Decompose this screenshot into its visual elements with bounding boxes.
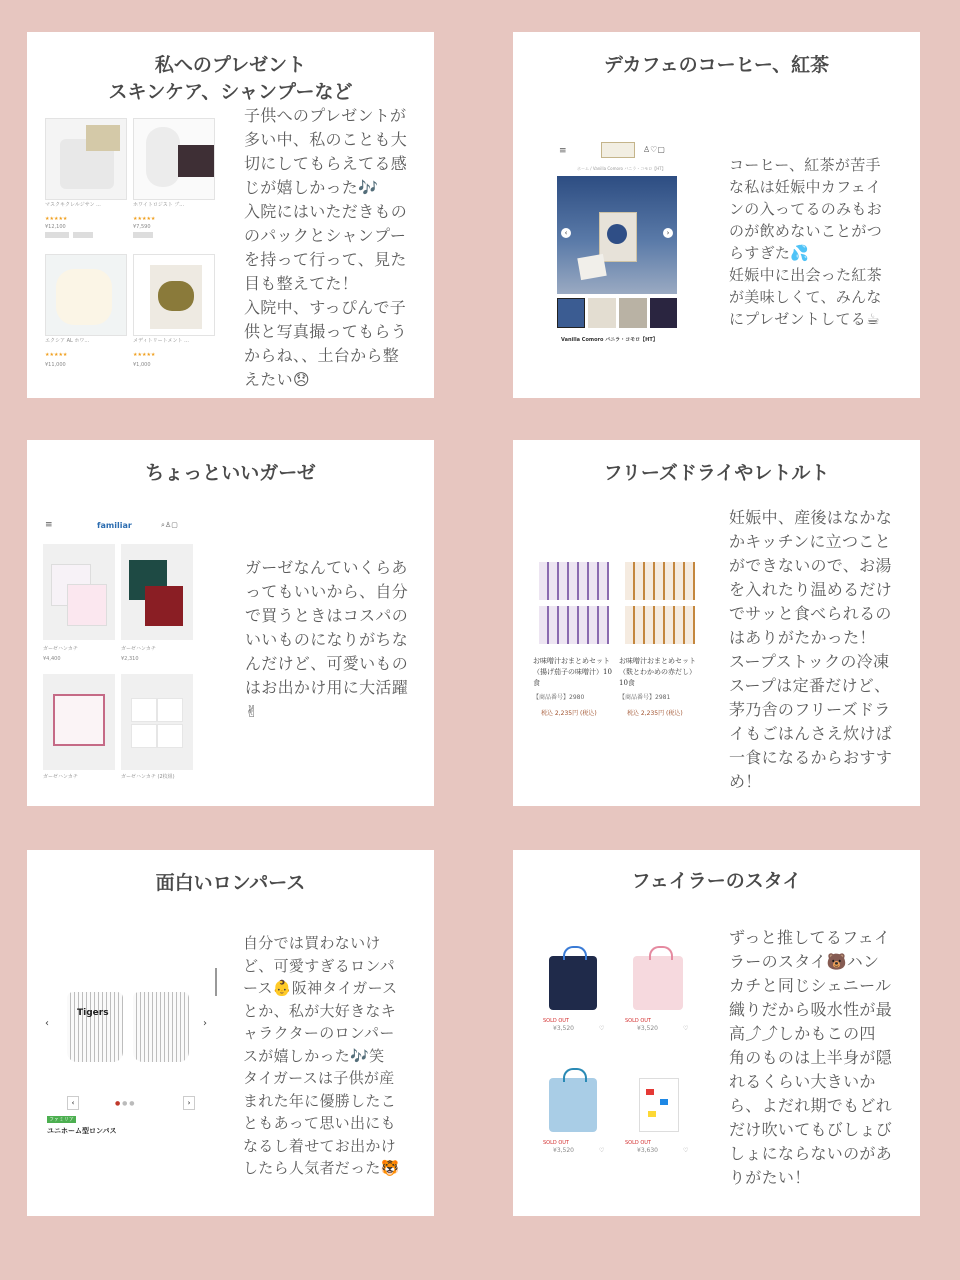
- product-rating: ★★★★★: [133, 216, 156, 222]
- product-caption: Vanilla Comoro バニラ・コモロ【HT】: [561, 337, 658, 343]
- product-screenshot: [43, 518, 195, 786]
- favorite-icon[interactable]: ♡: [683, 1147, 689, 1154]
- scroll-indicator: [215, 968, 217, 996]
- card-rompers: [27, 850, 434, 1216]
- favorite-icon[interactable]: ♡: [599, 1025, 605, 1032]
- bib-ribbon-icon: [649, 946, 673, 960]
- product-code: 【商品番号】2980: [533, 694, 585, 701]
- product-image[interactable]: [621, 560, 699, 648]
- soldout-tag: SOLD OUT: [625, 1018, 651, 1024]
- product-image[interactable]: [549, 1078, 597, 1132]
- card-body-text: 自分では買わないけ ど、可愛すぎるロンパ ース👶阪神タイガース とか、私が大好きなキ ャラクターのロンパー スが嬉しかった🎶笑 タイガースは子供が産 まれた年に優勝したこ ともあって思い出にも なるし着せてお出かけ したら人気者だった🐯: [243, 934, 400, 1177]
- breadcrumb: ホーム / Vanilla Comoro バニラ・コモロ【HT】: [577, 166, 666, 171]
- product-price: ¥4,400: [43, 656, 61, 662]
- product-price: ¥1,000: [133, 362, 151, 368]
- product-screenshot: [557, 142, 677, 356]
- product-price: 税込 2,235円 (税込): [627, 710, 683, 717]
- card-body-text: コーヒー、紅茶が苦手 な私は妊娠中カフェイ ンの入ってるのみもお のが飲めないことがつ らすぎた💦 妊娠中に出会った紅茶 が美味しくて、みんな にプレゼントしてる☕: [729, 156, 883, 328]
- prev-arrow-icon[interactable]: ‹: [45, 1018, 49, 1029]
- product-image[interactable]: [639, 1078, 679, 1132]
- product-name[interactable]: マスクキクレルジサン ...: [45, 202, 101, 208]
- product-image[interactable]: [535, 560, 613, 648]
- prev-button[interactable]: ‹: [67, 1096, 79, 1110]
- product-image[interactable]: [549, 956, 597, 1010]
- product-image[interactable]: [133, 118, 215, 200]
- product-price: 税込 2,235円 (税込): [541, 710, 597, 717]
- product-name[interactable]: ガーゼハンカチ: [121, 646, 156, 652]
- product-grid: [45, 118, 235, 378]
- product-price: ¥7,590: [133, 224, 151, 230]
- product-image[interactable]: [133, 254, 215, 336]
- favorite-icon[interactable]: ♡: [683, 1025, 689, 1032]
- product-price: ¥11,000: [45, 362, 66, 368]
- product-name[interactable]: ユニホーム型ロンパス: [47, 1127, 117, 1135]
- product-image[interactable]: [43, 674, 115, 770]
- product-name[interactable]: お味噌汁おまとめセット（麩とわかめの赤だし）10食: [619, 657, 696, 687]
- product-screenshot: [529, 552, 705, 728]
- product-price: ¥2,310: [121, 656, 139, 662]
- product-tag: ファミリア: [49, 1117, 74, 1123]
- product-price: ¥3,520: [637, 1025, 658, 1032]
- card-gauze: [27, 440, 434, 806]
- product-code: 【商品番号】2981: [619, 694, 671, 701]
- product-image[interactable]: [121, 544, 193, 640]
- product-image[interactable]: [45, 254, 127, 336]
- product-image[interactable]: [633, 956, 683, 1010]
- card-title-line2: スキンケア、シャンプーなど: [108, 81, 353, 103]
- soldout-tag: SOLD OUT: [543, 1018, 569, 1024]
- product-name[interactable]: ホワイトロジスト ブ...: [133, 202, 185, 208]
- card-body-text: ガーゼなんていくらあ ってもいいから、自分 で買うときはコスパの いいものになりがちな んだけど、可愛いもの はお出かけ用に大活躍 ✌: [245, 558, 409, 721]
- product-image[interactable]: [557, 176, 677, 294]
- product-rating: ★★★★★: [45, 352, 68, 358]
- card-title: フリーズドライやレトルト: [603, 462, 830, 484]
- product-name[interactable]: エクシア AL ホワ...: [45, 338, 90, 344]
- account-icon[interactable]: ♙♡▢: [643, 145, 665, 154]
- soldout-tag: SOLD OUT: [543, 1140, 569, 1146]
- next-arrow-icon[interactable]: ›: [203, 1018, 207, 1029]
- product-price: ¥3,520: [553, 1147, 574, 1154]
- card-title-line1: 私へのプレゼント: [154, 54, 307, 76]
- card-title: ちょっといいガーゼ: [145, 462, 316, 484]
- prev-arrow-icon[interactable]: ‹: [561, 228, 571, 238]
- product-name[interactable]: ガーゼハンカチ: [43, 646, 78, 652]
- product-rating: ★★★★★: [45, 216, 68, 222]
- product-price: ¥3,630: [637, 1147, 658, 1154]
- bib-ribbon-icon: [563, 946, 587, 960]
- product-image[interactable]: [43, 544, 115, 640]
- product-name[interactable]: ガーゼハンカチ: [43, 774, 78, 780]
- card-title: デカフェのコーヒー、紅茶: [603, 54, 830, 76]
- bib-ribbon-icon: [563, 1068, 587, 1082]
- card-decaf: [513, 32, 920, 398]
- product-screenshot: [43, 962, 215, 1142]
- product-image[interactable]: [121, 674, 193, 770]
- card-body-text: 妊娠中、産後はなかな かキッチンに立つこと ができないので、お湯 を入れたり温めるだけ でサッと食べられるの はありがたかった！ スープストックの冷凍 スープは定番だけど、 茅乃舎のフリーズドラ イもごはんさえ炊けば 一食になるからおすす め！: [729, 508, 893, 791]
- product-name[interactable]: ガーゼハンカチ (2枚組): [121, 774, 175, 780]
- carousel-dots[interactable]: ● ● ●: [115, 1100, 135, 1107]
- menu-icon[interactable]: ≡: [559, 146, 567, 156]
- product-image[interactable]: [45, 118, 127, 200]
- menu-icon[interactable]: ≡: [45, 520, 53, 530]
- next-button[interactable]: ›: [183, 1096, 195, 1110]
- card-bibs: [513, 850, 920, 1216]
- favorite-icon[interactable]: ♡: [599, 1147, 605, 1154]
- product-price: ¥12,100: [45, 224, 66, 230]
- card-skincare: [27, 32, 434, 398]
- card-body-text: 子供へのプレゼントが 多い中、私のことも大 切にしてもらえてる感 じが嬉しかった🎶 入院にはいただきもの のパックとシャンプー を持って行って、見た 目も整えてた！ 入院中、すっぴんで子 供と写真撮ってもらう からね、、土台から整 えたい😞: [244, 106, 408, 389]
- thumbnail-strip: [557, 298, 677, 328]
- card-body-text: ずっと推してるフェイ ラーのスタイ🐻ハン カチと同じシェニール 織りだから吸水性が最 高⤴⤴しかもこの四 角のものは上半身が隠 れるくらい大きいか ら、よだれ期でもどれ だけ吹いてもびしょび しょにならないのがあ りがたい！: [729, 928, 893, 1187]
- next-arrow-icon[interactable]: ›: [663, 228, 673, 238]
- card-title: フェイラーのスタイ: [631, 870, 802, 892]
- product-image[interactable]: Tigers: [57, 988, 197, 1068]
- product-name[interactable]: メディトリートメント ...: [133, 338, 189, 344]
- brand-logo: [601, 142, 635, 158]
- product-name[interactable]: お味噌汁おまとめセット（揚げ茄子の味噌汁）10食: [533, 657, 612, 687]
- product-grid: [541, 944, 701, 1174]
- brand-logo: familiar: [97, 521, 132, 530]
- product-rating: ★★★★★: [133, 352, 156, 358]
- soldout-tag: SOLD OUT: [625, 1140, 651, 1146]
- card-freeze-dry: [513, 440, 920, 806]
- card-title: 面白いロンパース: [155, 872, 306, 894]
- product-price: ¥3,520: [553, 1025, 574, 1032]
- header-icons[interactable]: ⌕♙▢: [161, 521, 178, 529]
